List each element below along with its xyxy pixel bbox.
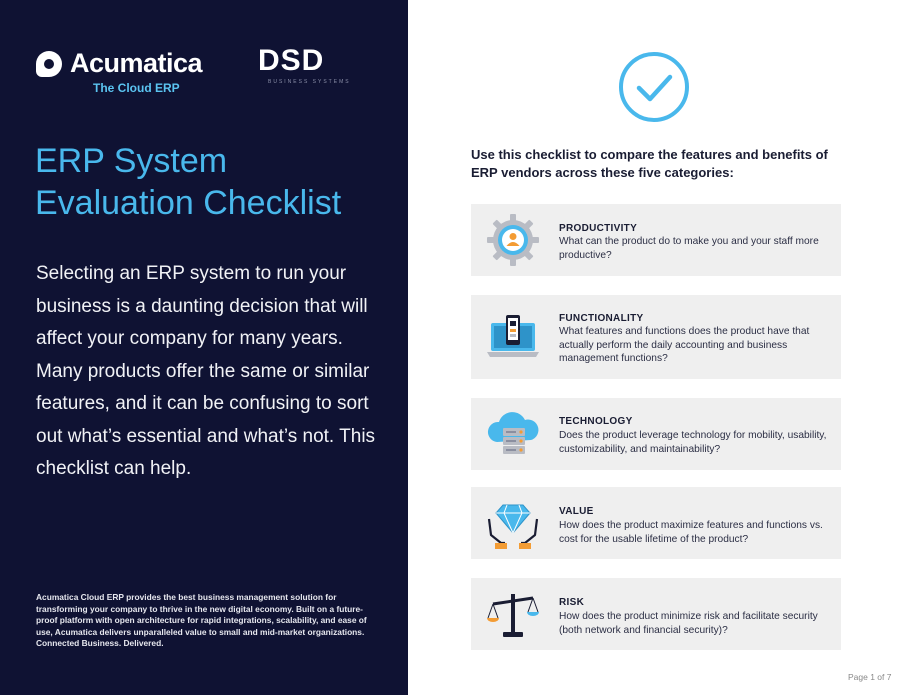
scale-icon bbox=[485, 586, 541, 642]
page-number: Page 1 of 7 bbox=[848, 672, 892, 682]
title-line-1: ERP System bbox=[35, 142, 228, 180]
category-title: VALUE bbox=[559, 506, 594, 517]
company-description: Acumatica Cloud ERP provides the best business management solution for transforming your company to thrive in the new digital economy. Built on a future-proof platform with open architecture for rapid integrations, scalability, and ease of use, Acumatica delivers unparalleled value to small and mid-market organizations. Connected Business. Delivered. bbox=[36, 592, 367, 649]
category-description: How does the product minimize risk and facilitate security (both network and financial security)? bbox=[559, 611, 818, 636]
intro-paragraph: Selecting an ERP system to run your business is a daunting decision that will affect your company for many years. Many products offer the same or similar features, and it can be confusing to sort out what’s essential and what’s not. This checklist can help. bbox=[36, 263, 376, 479]
acumatica-name: Acumatica bbox=[70, 48, 203, 78]
acumatica-mark-icon bbox=[36, 51, 62, 77]
category-description: Does the product leverage technology for mobility, usability, customizability, and maintainability? bbox=[559, 430, 827, 455]
dsd-name: DSD bbox=[258, 44, 325, 77]
checkmark-circle-icon bbox=[617, 50, 691, 124]
gear-person-icon bbox=[485, 212, 541, 268]
cloud-server-icon bbox=[485, 406, 541, 462]
dsd-logo bbox=[258, 44, 354, 90]
category-card-functionality bbox=[471, 295, 841, 379]
category-title: FUNCTIONALITY bbox=[559, 313, 644, 324]
category-card-value bbox=[471, 487, 841, 559]
left-panel bbox=[0, 0, 408, 695]
category-card-technology bbox=[471, 398, 841, 470]
checklist-heading: Use this checklist to compare the features and benefits of ERP vendors across these five categories: bbox=[471, 147, 828, 180]
diamond-hands-icon bbox=[485, 495, 541, 551]
category-description: How does the product maximize features and functions vs. cost for the usable lifetime of the product? bbox=[559, 520, 823, 545]
category-card-risk bbox=[471, 578, 841, 650]
title-line-2: Evaluation Checklist bbox=[35, 184, 342, 222]
category-description: What features and functions does the product have that actually perform the daily accounting and business management functions? bbox=[559, 326, 810, 364]
category-description: What can the product do to make you and your staff more productive? bbox=[559, 236, 819, 261]
category-card-productivity bbox=[471, 204, 841, 276]
category-title: TECHNOLOGY bbox=[559, 416, 633, 427]
acumatica-tagline: The Cloud ERP bbox=[93, 81, 180, 95]
acumatica-logo bbox=[36, 48, 202, 79]
category-title: PRODUCTIVITY bbox=[559, 223, 638, 234]
category-title: RISK bbox=[559, 597, 585, 608]
laptop-phone-icon bbox=[485, 309, 541, 365]
page-title bbox=[35, 140, 395, 224]
dsd-subtitle: BUSINESS SYSTEMS bbox=[268, 79, 351, 85]
